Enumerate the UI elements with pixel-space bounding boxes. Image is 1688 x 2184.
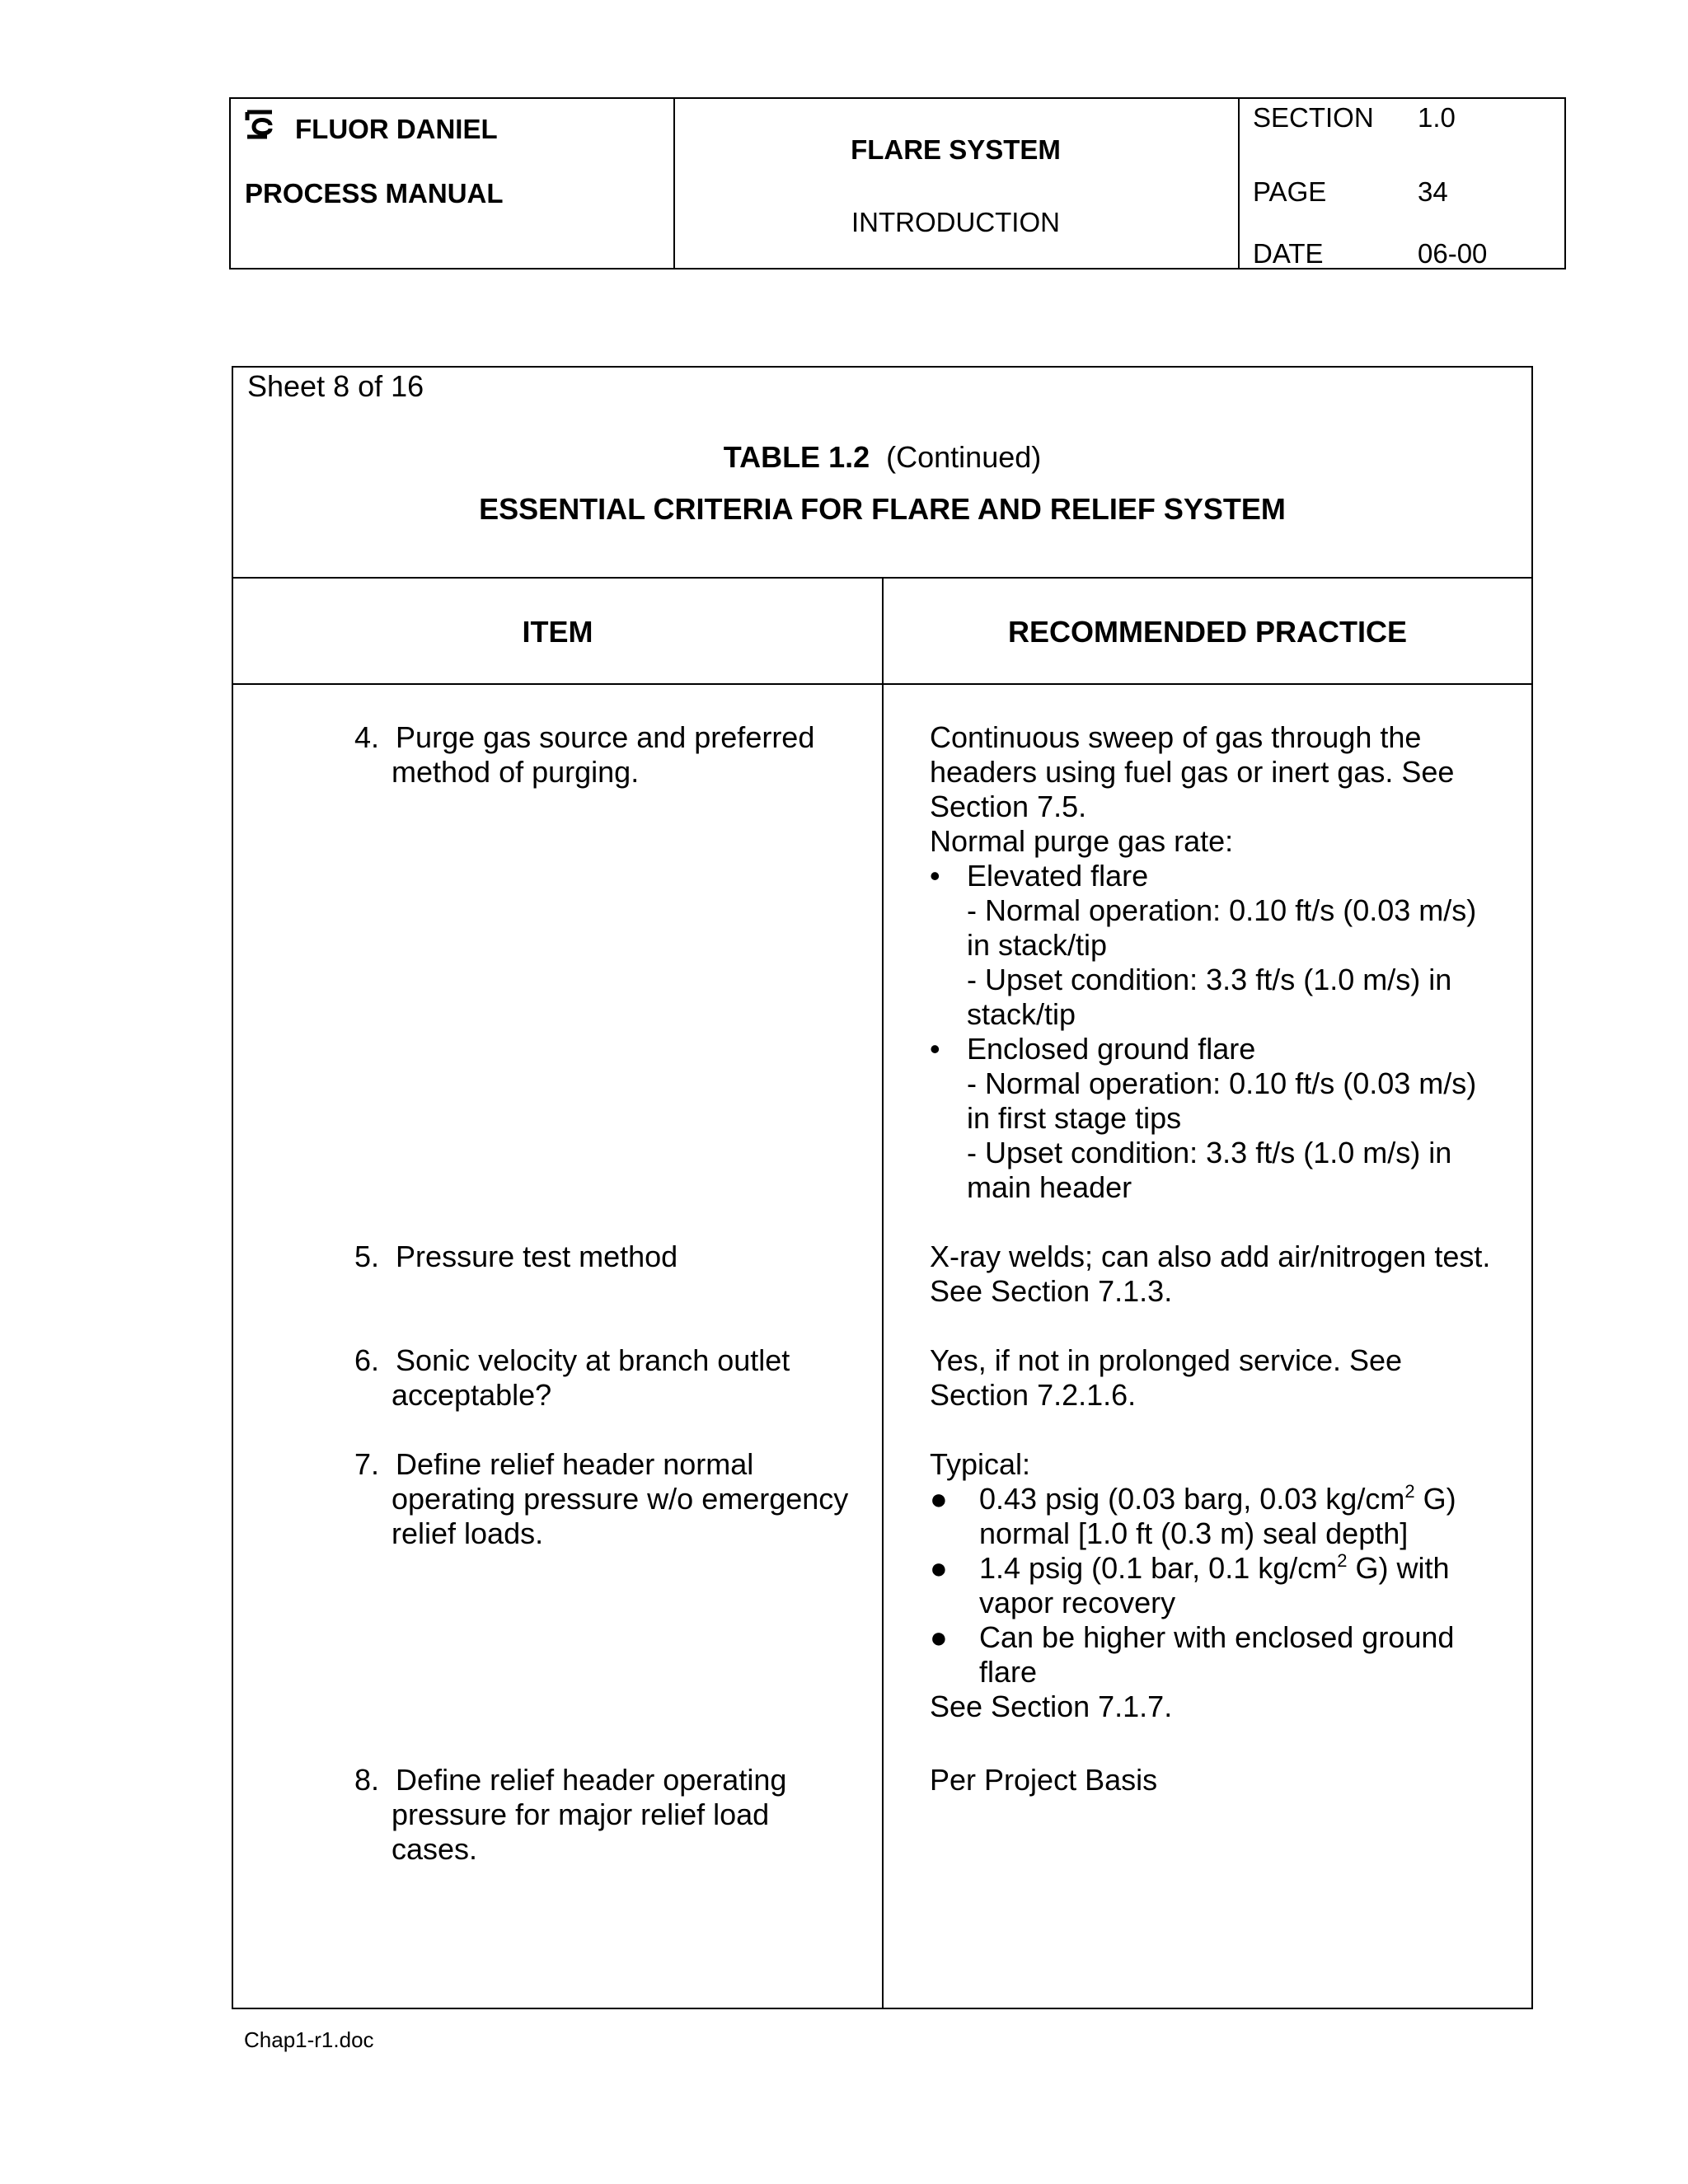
practice-text: 1.4 psig (0.1 bar, 0.1 kg/cm: [979, 1551, 1338, 1585]
practice-text: X-ray welds; can also add air/nitrogen test.: [930, 1240, 1491, 1273]
bullet-icon: ●: [930, 1551, 948, 1585]
practice-text: flare: [979, 1655, 1038, 1689]
page-label: PAGE: [1253, 176, 1327, 207]
item-number: 7.: [354, 1447, 380, 1481]
manual-name: PROCESS MANUAL: [245, 178, 504, 209]
item-4: [354, 720, 814, 790]
item-text: operating pressure w/o emergency: [392, 1482, 849, 1516]
section-value: 1.0: [1418, 102, 1456, 133]
table-label: TABLE 1.2: [723, 440, 870, 474]
section-label: SECTION: [1253, 102, 1374, 133]
column-header-item: ITEM: [522, 615, 593, 649]
date-value: 06-00: [1418, 238, 1488, 269]
practice-text: - Normal operation: 0.10 ft/s (0.03 m/s): [967, 1066, 1477, 1100]
document-header: [229, 97, 1566, 269]
practice-7: [930, 1447, 1456, 1724]
bullet-icon: •: [930, 1032, 940, 1066]
practice-8: [930, 1763, 1157, 1797]
column-header-practice: RECOMMENDED PRACTICE: [1007, 615, 1407, 649]
practice-text: - Normal operation: 0.10 ft/s (0.03 m/s): [967, 893, 1477, 927]
practice-text: in stack/tip: [967, 928, 1108, 962]
item-text: method of purging.: [392, 755, 640, 789]
header-divider: [1238, 99, 1240, 268]
practice-6: [930, 1343, 1402, 1413]
document-subtitle: INTRODUCTION: [851, 207, 1060, 237]
practice-text: Elevated flare: [967, 859, 1149, 893]
practice-text: Section 7.5.: [930, 790, 1087, 823]
page-value: 34: [1418, 176, 1448, 207]
company-name: FLUOR DANIEL: [295, 114, 498, 144]
item-text: Define relief header normal: [396, 1447, 754, 1481]
item-8: [354, 1763, 786, 1867]
practice-text: Can be higher with enclosed ground: [979, 1620, 1455, 1654]
practice-text: Typical:: [930, 1447, 1031, 1481]
practice-text: Continuous sweep of gas through the: [930, 720, 1422, 754]
bullet-item: [930, 859, 1476, 893]
bullet-icon: ●: [930, 1620, 948, 1654]
practice-text: headers using fuel gas or inert gas. See: [930, 755, 1455, 789]
item-text: Define relief header operating: [396, 1763, 787, 1797]
item-5: [354, 1240, 678, 1274]
practice-text: main header: [967, 1170, 1132, 1204]
item-number: 8.: [354, 1763, 380, 1797]
footer-filename: Chap1-r1.doc: [244, 2027, 374, 2052]
bullet-item: [930, 1620, 1456, 1655]
table-title: ESSENTIAL CRITERIA FOR FLARE AND RELIEF SYSTEM: [479, 492, 1286, 526]
practice-text: stack/tip: [967, 997, 1076, 1031]
practice-text: G) with: [1347, 1551, 1450, 1585]
practice-text: Per Project Basis: [930, 1763, 1158, 1797]
item-7: [354, 1447, 848, 1551]
practice-text: vapor recovery: [979, 1586, 1176, 1619]
bullet-item: [930, 1032, 1476, 1066]
item-text: Purge gas source and preferred: [396, 720, 815, 754]
practice-4: [930, 720, 1476, 1205]
practice-text: Yes, if not in prolonged service. See: [930, 1343, 1403, 1377]
item-number: 6.: [354, 1343, 380, 1377]
practice-text: See Section 7.1.7.: [930, 1690, 1173, 1723]
continued-label: (Continued): [886, 440, 1042, 474]
practice-text: - Upset condition: 3.3 ft/s (1.0 m/s) in: [967, 963, 1452, 996]
item-text: cases.: [392, 1832, 478, 1866]
bullet-item: [930, 1551, 1456, 1586]
item-number: 4.: [354, 720, 380, 754]
practice-text: - Upset condition: 3.3 ft/s (1.0 m/s) in: [967, 1136, 1452, 1169]
sheet-number: Sheet 8 of 16: [247, 369, 424, 403]
item-number: 5.: [354, 1240, 380, 1273]
table-number: [233, 440, 1531, 475]
company-logo-icon: [242, 107, 279, 143]
practice-text: Enclosed ground flare: [967, 1032, 1256, 1066]
item-text: Pressure test method: [396, 1240, 678, 1273]
bullet-icon: ●: [930, 1482, 948, 1516]
item-text: acceptable?: [392, 1378, 552, 1412]
practice-text: Normal purge gas rate:: [930, 824, 1234, 858]
practice-text: See Section 7.1.3.: [930, 1274, 1173, 1308]
bullet-icon: •: [930, 859, 940, 893]
practice-text: in first stage tips: [967, 1101, 1182, 1135]
item-text: pressure for major relief load: [392, 1797, 770, 1831]
item-text: relief loads.: [392, 1516, 544, 1550]
superscript: 2: [1404, 1481, 1415, 1502]
item-text: Sonic velocity at branch outlet: [396, 1343, 790, 1377]
item-6: [354, 1343, 790, 1413]
header-divider: [673, 99, 675, 268]
practice-text: 0.43 psig (0.03 barg, 0.03 kg/cm: [979, 1482, 1405, 1516]
bullet-item: [930, 1482, 1456, 1516]
practice-text: Section 7.2.1.6.: [930, 1378, 1137, 1412]
superscript: 2: [1337, 1550, 1348, 1571]
practice-text: G): [1414, 1482, 1456, 1516]
practice-text: normal [1.0 ft (0.3 m) seal depth]: [979, 1516, 1409, 1550]
column-divider: [882, 577, 884, 2008]
document-title: FLARE SYSTEM: [851, 134, 1061, 165]
practice-5: [930, 1240, 1490, 1309]
date-label: DATE: [1253, 238, 1324, 269]
